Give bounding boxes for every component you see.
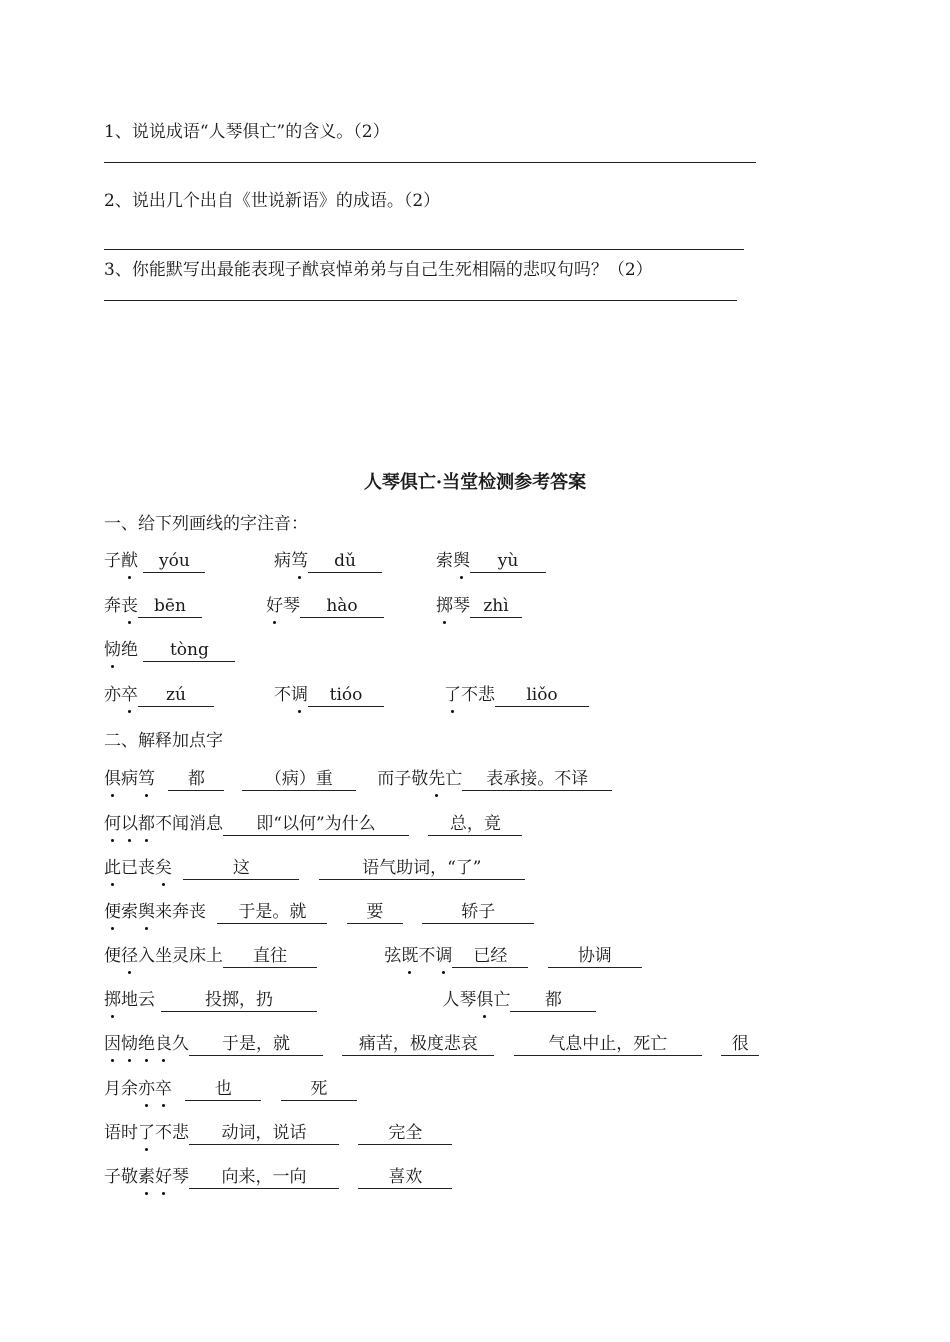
answer: 很: [721, 1034, 759, 1056]
pinyin-item: 恸绝 tòng: [104, 638, 235, 662]
pinyin-item: 索舆 yù: [436, 549, 546, 573]
explain-row-8: 月余亦卒 也 死: [104, 1077, 357, 1101]
answer: 动词，说话: [189, 1123, 339, 1145]
question-2: 2、说出几个出自《世说新语》的成语。（2）: [104, 191, 441, 211]
pinyin-item: 奔丧 bēn: [104, 594, 266, 618]
answer: 死: [281, 1079, 357, 1101]
explain-row-7: 因恸绝良久 于是，就 痛苦，极度悲哀 气息中止，死亡 很: [104, 1032, 759, 1056]
answer-key-title: 人琴俱亡·当堂检测参考答案: [363, 472, 587, 493]
pinyin-item: 了不悲 liǒo: [444, 683, 589, 707]
answer: 直往: [223, 946, 317, 968]
answer: 完全: [358, 1123, 452, 1145]
answer: 语气助词，“了”: [319, 858, 525, 880]
answer: 表承接。不译: [462, 769, 612, 791]
answer-line-2[interactable]: [104, 249, 744, 250]
answer: 都: [510, 990, 596, 1012]
answer: 要: [347, 902, 403, 924]
explain-row-10: 子敬素好琴 向来，一向 喜欢: [104, 1165, 452, 1189]
answer: 这: [183, 858, 299, 880]
answer: 也: [185, 1079, 261, 1101]
section2-heading: 二、解释加点字: [104, 731, 223, 751]
explain-row-3: 此已丧矣 这 语气助词，“了”: [104, 856, 525, 880]
explain-row-4: 便索舆来奔丧 于是。就 要 轿子: [104, 900, 534, 924]
answer: （病）重: [242, 769, 356, 791]
pinyin-item: 好琴 hào: [266, 594, 436, 618]
pinyin-item: 子猷 yóu: [104, 549, 274, 573]
answer: 即“以何”为什么: [223, 814, 409, 836]
pinyin-row-2: [104, 594, 522, 618]
answer: 痛苦，极度悲哀: [342, 1034, 494, 1056]
answer: 于是，就: [189, 1034, 323, 1056]
pinyin-row-1: [104, 549, 546, 573]
answer: 喜欢: [358, 1167, 452, 1189]
question-3: 3、你能默写出最能表现子猷哀悼弟弟与自己生死相隔的悲叹句吗？（2）: [104, 260, 653, 280]
pinyin-item: 病笃 dǔ: [274, 549, 436, 573]
pinyin-item: 亦卒 zú: [104, 683, 274, 707]
answer: 协调: [548, 946, 642, 968]
answer: 都: [168, 769, 224, 791]
answer: 轿子: [422, 902, 534, 924]
explain-row-9: 语时了不悲 动词，说话 完全: [104, 1121, 452, 1145]
explain-row-1: 俱病笃 都 （病）重 而子敬先亡 表承接。不译: [104, 767, 612, 791]
answer: 气息中止，死亡: [514, 1034, 702, 1056]
pinyin-row-4: [104, 683, 589, 707]
pinyin-row-3: [104, 638, 235, 662]
question-1: 1、说说成语“人琴俱亡”的含义。（2）: [104, 122, 390, 142]
answer: 总，竟: [428, 814, 522, 836]
answer: 投掷，扔: [161, 990, 317, 1012]
answer-line-3[interactable]: [104, 300, 737, 301]
section1-heading: 一、给下列画线的字注音：: [104, 514, 308, 534]
answer-line-1[interactable]: [104, 162, 756, 163]
explain-row-2: 何以都不闻消息 即“以何”为什么 总，竟: [104, 812, 522, 836]
answer: 已经: [452, 946, 528, 968]
explain-row-5: 便径入坐灵床上 直往 弦既不调 已经 协调: [104, 944, 642, 968]
pinyin-item: 不调 tióo: [274, 683, 444, 707]
pinyin-item: 掷琴 zhì: [436, 594, 522, 618]
answer: 于是。就: [217, 902, 327, 924]
explain-row-6: 掷地云 投掷，扔 人琴俱亡 都: [104, 988, 596, 1012]
answer: 向来，一向: [189, 1167, 339, 1189]
